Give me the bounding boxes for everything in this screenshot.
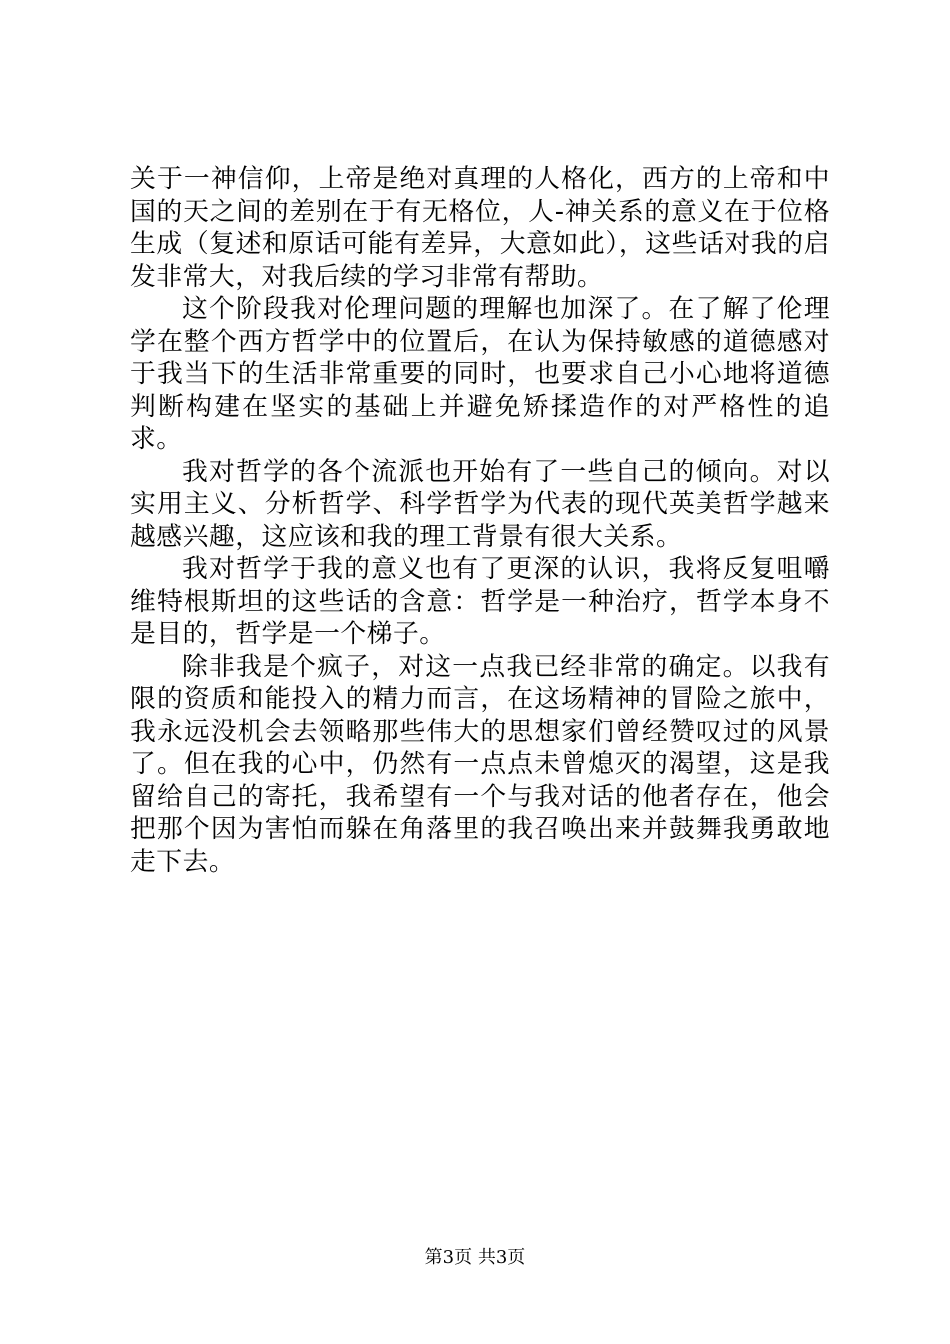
paragraph-2: 这个阶段我对伦理问题的理解也加深了。在了解了伦理学在整个西方哲学中的位置后，在认为保持敏感的道德感对于我当下的生活非常重要的同时，也要求自己小心地将道德判断构建在坚实的基础上并避免矫揉造作的对严格性的追求。	[130, 294, 830, 454]
paragraph-3: 我对哲学的各个流派也开始有了一些自己的倾向。对以实用主义、分析哲学、科学哲学为代表的现代英美哲学越来越感兴趣，这应该和我的理工背景有很大关系。	[130, 456, 830, 552]
paragraph-4: 我对哲学于我的意义也有了更深的认识，我将反复咀嚼维特根斯坦的这些话的含意：哲学是一种治疗，哲学本身不是目的，哲学是一个梯子。	[130, 554, 830, 649]
page-number-footer: 第3页 共3页	[424, 1247, 526, 1268]
paragraph-5: 除非我是个疯子，对这一点我已经非常的确定。以我有限的资质和能投入的精力而言，在这场精神的冒险之旅中，我永远没机会去领略那些伟大的思想家们曾经赞叹过的风景了。但在我的心中，仍然有一点点未曾熄灭的渴望，这是我留给自己的寄托，我希望有一个与我对话的他者存在，他会把那个因为害怕而躲在角落里的我召唤出来并鼓舞我勇敢地走下去。	[130, 651, 830, 877]
paragraph-1: 关于一神信仰，上帝是绝对真理的人格化，西方的上帝和中国的天之间的差别在于有无格位，人-神关系的意义在于位格生成（复述和原话可能有差异，大意如此），这些话对我的启发非常大，对我后续的学习非常有帮助。	[130, 164, 830, 292]
document-body	[130, 163, 830, 878]
